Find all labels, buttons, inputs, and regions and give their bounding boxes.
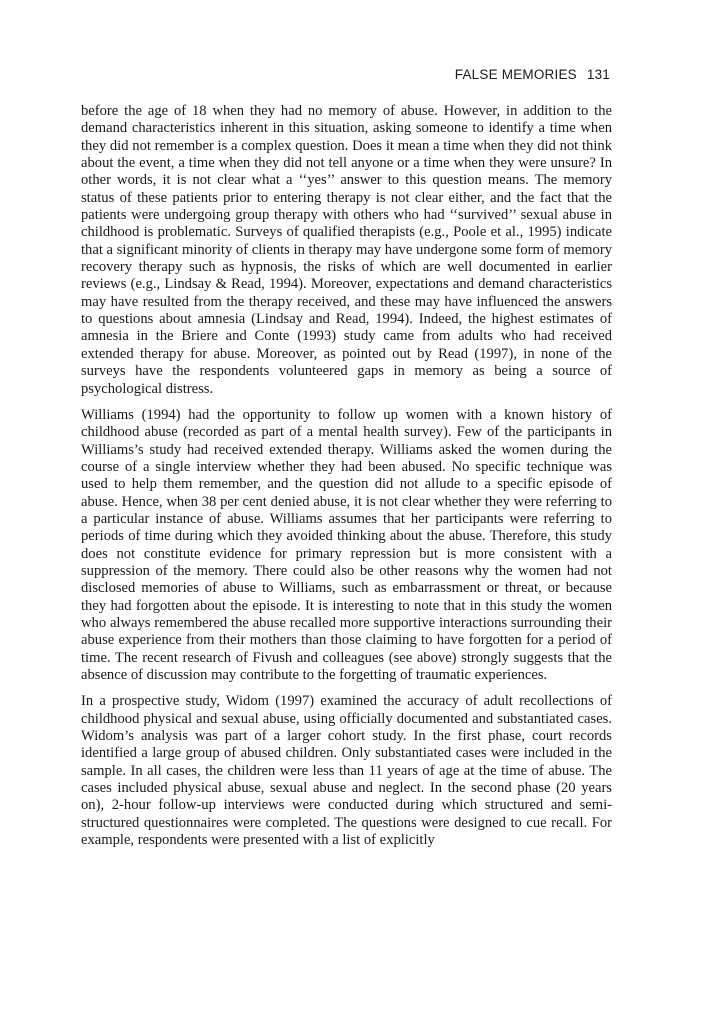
paragraph-2: Williams (1994) had the opportunity to follow up women with a known history of childhood abuse (recorded as part of a mental health survey). Few of the participants in Williams’s study had received extended therapy. Williams asked the women during the course of a single interview whether they had been abused. No specific technique was used to help them remember, and the question did not allude to a specific episode of abuse. Hence, when 38 per cent denied abuse, it is not clear whether they were referring to a particular instance of abuse. Williams assumes that her participants were referring to periods of time during which they avoided thinking about the abuse. Therefore, this study does not constitute evidence for primary repression but is more consistent with a suppression of the memory. There could also be other reasons why the women had not disclosed memories of abuse to Williams, such as embarrassment or threat, or because they had forgotten about the episode. It is interesting to note that in this study the women who always remembered the abuse recalled more supportive interactions surrounding their abuse experience from their mothers than those claiming to have forgotten for a period of time. The recent research of Fivush and colleagues (see above) strongly suggests that the absence of discussion may contribute to the forgetting of traumatic experiences.	[81, 406, 612, 683]
paragraph-3: In a prospective study, Widom (1997) examined the accuracy of adult recollections of childhood physical and sexual abuse, using officially documented and substantiated cases. Widom’s analysis was part of a larger cohort study. In the first phase, court records identified a large group of abused children. Only substantiated cases were included in the sample. In all cases, the children were less than 11 years of age at the time of abuse. The cases included physical abuse, sexual abuse and neglect. In the second phase (20 years on), 2-hour follow-up interviews were conducted during which structured and semi-structured questionnaires were completed. The questions were designed to cue recall. For example, respondents were presented with a list of explicitly	[81, 693, 612, 849]
running-head	[455, 67, 610, 82]
page-number: 131	[586, 67, 610, 82]
body-text	[81, 103, 612, 858]
paragraph-1: before the age of 18 when they had no memory of abuse. However, in addition to the demand characteristics inherent in this situation, asking someone to identify a time when they did not remember is a complex question. Does it mean a time when they did not think about the event, a time when they did not tell anyone or a time when they were unsure? In other words, it is not clear what a ‘‘yes’’ answer to this question means. The memory status of these patients prior to entering therapy is not clear either, and the fact that the patients were undergoing group therapy with others who had ‘‘survived’’ sexual abuse in childhood is problematic. Surveys of qualified therapists (e.g., Poole et al., 1995) indicate that a significant minority of clients in therapy may have undergone some form of memory recovery therapy such as hypnosis, the risks of which are well documented in earlier reviews (e.g., Lindsay & Read, 1994). Moreover, expectations and demand characteristics may have resulted from the therapy received, and these may have influenced the answers to questions about amnesia (Lindsay and Read, 1994). Indeed, the highest estimates of amnesia in the Briere and Conte (1993) study came from adults who had received extended therapy for abuse. Moreover, as pointed out by Read (1997), in none of the surveys have the respondents volunteered gaps in memory as being a source of psychological distress.	[81, 103, 612, 397]
running-title: FALSE MEMORIES	[454, 67, 577, 82]
